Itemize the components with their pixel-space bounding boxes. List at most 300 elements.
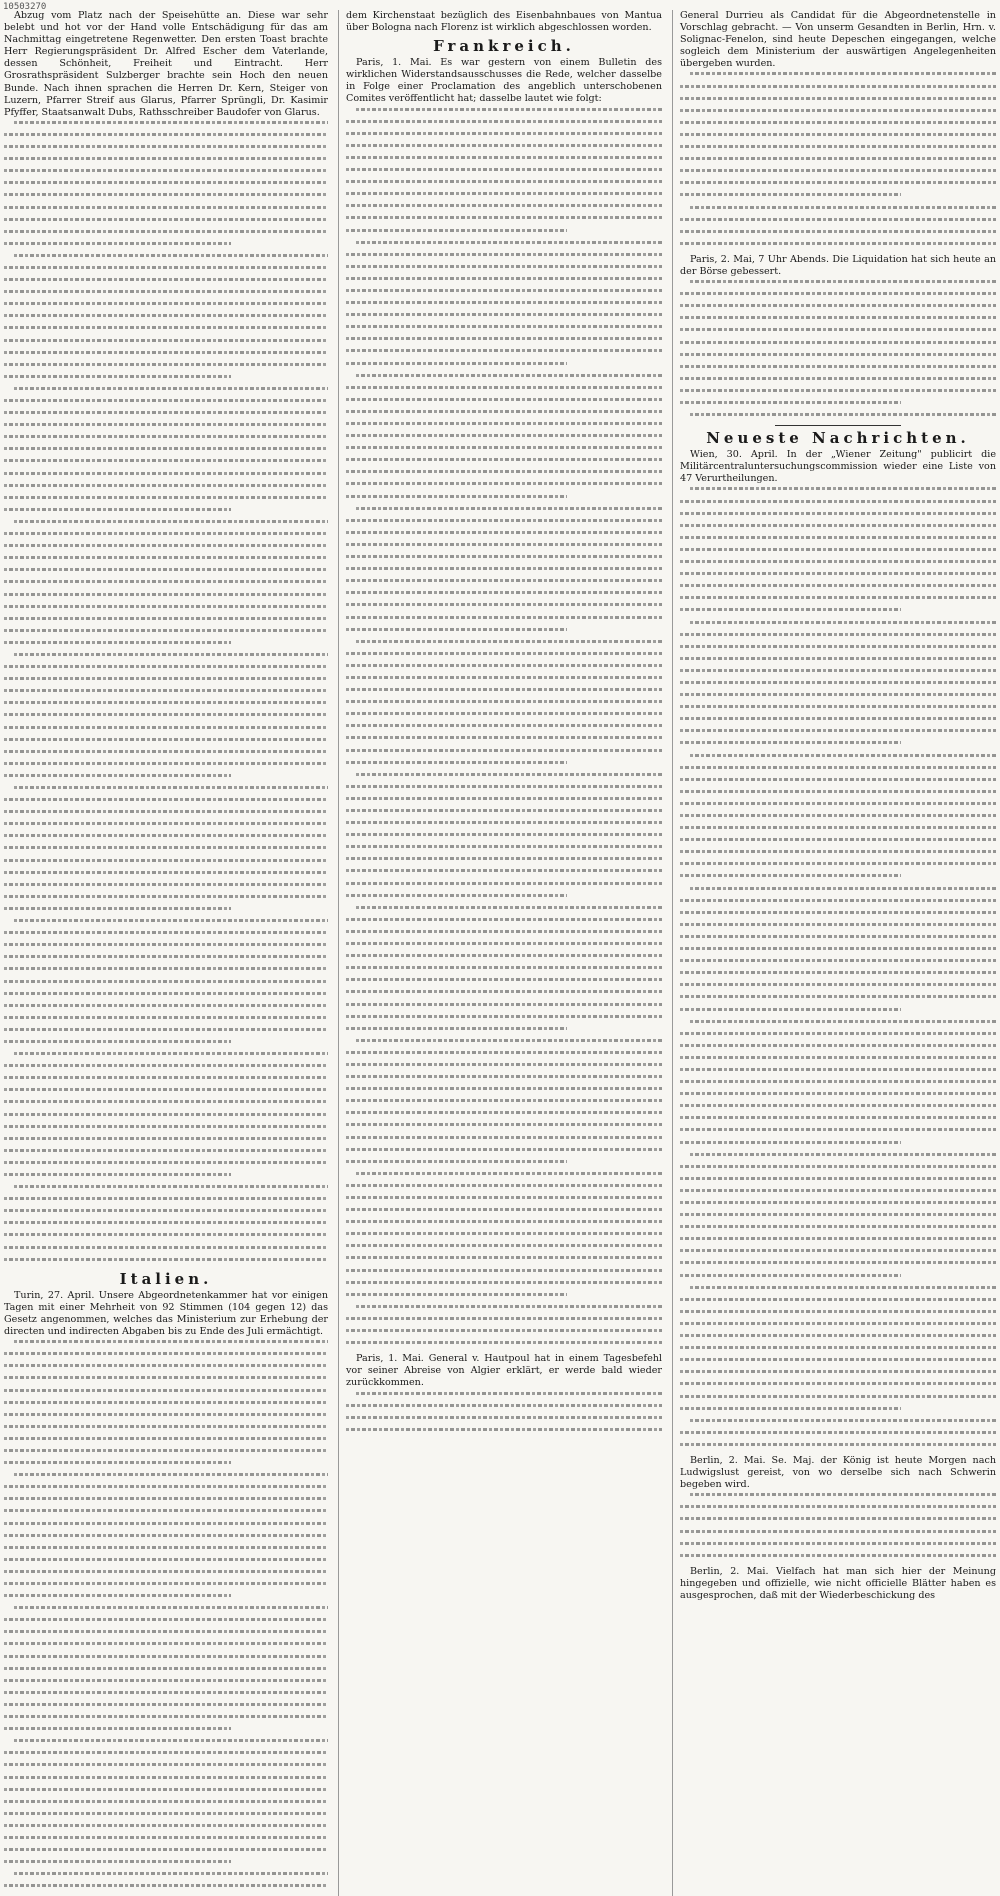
text-line [346,978,662,981]
text-line [680,512,996,515]
text-line [4,1437,328,1440]
text-line [680,766,996,769]
text-line [346,253,662,256]
text-line [346,676,662,679]
text-line [680,1554,996,1557]
article-paragraph: Turin, 27. April. Unsere Abgeordnetenkammer hat vor einigen Tagen mit einer Mehrheit von 92 Stimmen (104 gegen 12) das Gesetz angenommen, welches das Ministerium zur Erhebung der directen und indirecten Abgaben bis zu Ende des Juli ermächtigt. [4,1289,328,1338]
article-paragraph: Paris, 1. Mai. Es war gestern von einem Bulletin des wirklichen Widerstandsausschusses die Rede, welcher dasselbe in Folge einer Proclamation des angeblich unterschobenen Comites veröffentlicht hat; dasselbe lautet wie folgt: [346,57,662,105]
text-line [346,1184,662,1187]
text-line [346,990,662,993]
text-line [680,1334,996,1337]
illegible-text-block [4,1340,328,1887]
text-line [4,459,328,462]
text-line [680,778,996,781]
text-line [4,846,328,849]
text-line [680,983,996,986]
text-line [4,1064,328,1067]
text-line [346,1136,662,1139]
text-line [346,1087,662,1090]
text-line [680,645,996,648]
text-line [4,1655,328,1658]
text-line [346,821,662,824]
text-line [4,133,328,136]
text-line [680,133,996,136]
text-line [14,1340,328,1343]
text-line [346,1123,662,1126]
text-line [4,1667,328,1670]
text-line [680,1395,996,1398]
text-line [4,593,328,596]
text-line [346,337,662,340]
text-line [346,1220,662,1223]
text-line [4,472,328,475]
text-line [4,435,328,438]
text-line [4,1401,328,1404]
text-line [680,536,996,539]
text-line [680,1517,996,1520]
text-line [4,1137,328,1140]
text-line [680,181,996,184]
text-line [4,1800,328,1803]
text-line [346,1293,567,1296]
text-line [346,180,662,183]
text-line [680,109,996,112]
text-line [4,713,328,716]
text-line [680,524,996,527]
text-line [346,446,662,449]
text-line [4,1848,328,1851]
text-line [4,774,231,777]
article-paragraph: Wien, 30. April. In der „Wiener Zeitung" publicirt die Militärcentraluntersuchungscommission wieder eine Liste von 47 Verurtheilungen. [680,449,996,485]
text-line [4,1715,328,1718]
article-paragraph: Berlin, 2. Mai. Vielfach hat man sich hier der Meinung hingegeben und offizielle, wie nicht officielle Blätter haben es ausgesprochen, daß mit der Wiederbeschickung des [680,1565,996,1601]
text-line [4,798,328,801]
text-line [680,1382,996,1385]
text-line [4,726,328,729]
text-line [4,1364,328,1367]
text-line [4,605,328,608]
text-line [4,1884,328,1887]
text-line [4,677,328,680]
text-line [356,1172,662,1175]
text-line [4,1221,328,1224]
text-line [346,845,662,848]
text-line [14,520,328,523]
text-line [680,1116,996,1119]
text-line [680,1358,996,1361]
text-line [680,826,996,829]
text-line [346,265,662,268]
text-line [680,838,996,841]
text-line [346,579,662,582]
text-line [680,341,996,344]
text-line [4,532,328,535]
text-line [346,603,662,606]
text-line [4,1788,328,1791]
text-line [346,555,662,558]
text-line [4,242,231,245]
text-line [680,1249,996,1252]
text-line [4,1558,328,1561]
text-line [680,1370,996,1373]
text-line [346,1051,662,1054]
text-line [4,859,328,862]
text-line [4,943,328,946]
text-line [4,883,328,886]
illegible-text-block [680,1493,996,1556]
text-line [4,1594,231,1597]
text-line [680,1505,996,1508]
text-line [346,458,662,461]
text-line [680,85,996,88]
text-line [4,1812,328,1815]
text-line [4,375,231,378]
text-line [356,374,662,377]
text-line [4,1016,328,1019]
text-line [346,869,662,872]
text-line [4,1088,328,1091]
text-line [4,278,328,281]
illegible-text-block [346,108,662,1345]
text-line [346,204,662,207]
text-line [346,229,567,232]
text-line [4,1497,328,1500]
text-line [680,328,996,331]
text-line [4,1004,328,1007]
text-line [4,1100,328,1103]
text-line [680,1407,901,1410]
text-line [680,705,996,708]
text-line [4,339,328,342]
text-line [680,572,996,575]
text-line [4,1125,328,1128]
text-line [4,411,328,414]
text-line [346,1341,662,1344]
text-line [346,616,662,619]
text-line [4,689,328,692]
illegible-text-block [346,1392,662,1431]
text-line [680,1032,996,1035]
text-line [680,681,996,684]
text-line [4,1149,328,1152]
text-line [4,1173,231,1176]
text-line [4,1860,231,1863]
text-line [4,1691,328,1694]
text-line [680,230,996,233]
text-line [346,833,662,836]
text-line [346,1416,662,1419]
text-line [14,1872,328,1875]
text-line [14,786,328,789]
text-line [346,918,662,921]
text-line [680,911,996,914]
illegible-text-block [4,121,328,1261]
text-line [4,351,328,354]
text-line [4,1546,328,1549]
section-heading: Frankreich. [433,37,575,56]
text-line [346,857,662,860]
column-right [672,10,996,1896]
text-line [4,834,328,837]
text-line [4,496,328,499]
text-line [4,1679,328,1682]
text-line [4,1161,328,1164]
text-line [346,349,662,352]
text-line [4,1522,328,1525]
text-line [4,1570,328,1573]
text-line [346,1404,662,1407]
text-line [680,1542,996,1545]
text-line [680,802,996,805]
text-line [680,1128,996,1131]
text-line [14,254,328,257]
text-line [346,132,662,135]
text-line [346,543,662,546]
text-line [680,790,996,793]
text-line [346,736,662,739]
text-line [4,1824,328,1827]
text-line [4,617,328,620]
text-line [346,1075,662,1078]
text-line [346,954,662,957]
text-line [680,316,996,319]
text-line [346,470,662,473]
text-line [4,1209,328,1212]
text-line [4,1461,231,1464]
text-line [346,1063,662,1066]
text-line [346,809,662,812]
page-id: 10503270 [3,2,47,12]
text-line [4,1642,328,1645]
text-line [4,230,328,233]
text-line [680,193,901,196]
text-line [680,121,996,124]
text-line [680,741,901,744]
text-line [680,1104,996,1107]
section-divider [775,425,901,426]
text-line [4,1113,328,1116]
text-line [680,1080,996,1083]
text-line [346,1148,662,1151]
text-line [346,386,662,389]
text-line [680,218,996,221]
text-line [690,1419,996,1422]
text-line [680,1443,996,1446]
text-line [346,652,662,655]
text-line [346,1329,662,1332]
text-line [680,1298,996,1301]
text-line [356,1305,662,1308]
text-line [680,1201,996,1204]
article-paragraph: Paris, 1. Mai. General v. Hautpoul hat in einem Tagesbefehl vor seiner Abreise von Algier erklärt, er werde bald wieder zurückkommen. [346,1353,662,1389]
text-line [4,1413,328,1416]
text-line [4,314,328,317]
text-line [356,640,662,643]
text-line [14,1473,328,1476]
text-line [4,1425,328,1428]
text-line [690,1020,996,1023]
text-line [14,1185,328,1188]
text-line [346,398,662,401]
text-line [14,919,328,922]
text-line [680,995,996,998]
text-line [4,992,328,995]
text-line [680,304,996,307]
text-line [4,423,328,426]
text-line [4,967,328,970]
text-line [4,302,328,305]
text-line [4,193,328,196]
text-line [356,241,662,244]
text-line [356,108,662,111]
text-line [346,156,662,159]
text-line [346,277,662,280]
text-line [346,797,662,800]
text-line [680,389,996,392]
text-line [4,955,328,958]
text-line [356,507,662,510]
text-line [346,1232,662,1235]
text-line [346,1281,662,1284]
text-line [680,145,996,148]
illegible-text-block [680,72,996,244]
text-line [14,1052,328,1055]
text-line [346,1015,662,1018]
text-line [690,1153,996,1156]
text-line [356,773,662,776]
text-line [680,401,901,404]
text-line [4,399,328,402]
text-line [346,1111,662,1114]
section-heading: Neueste Nachrichten. [706,429,970,448]
text-line [346,591,662,594]
text-line [346,1099,662,1102]
text-line [680,97,996,100]
text-line [680,971,996,974]
article-paragraph: Abzug vom Platz nach der Speisehütte an. Diese war sehr belebt und hot vor der Hand volle Entschädigung für das am Nachmittag eingetretene Regenwetter. Den ersten Toast brachte Herr Regierungspräsident Dr. Alfred Escher dem Vaterlande, dessen Schönheit, Freiheit und Eintracht. Herr Grosrathspräsident Sulzberger brachte sein Hoch den neuen Bunde. Nach ihnen sprachen die Herren Dr. Kern, Steiger von Luzern, Pfarrer Streif aus Glarus, Pfarrer Sprüngli, Dr. Kasimir Pfyffer, Staatsanwalt Dubs, Rathsschreiber Baudofer von Glarus. [4,10,328,118]
text-line [680,633,996,636]
text-line [4,145,328,148]
text-line [680,1274,901,1277]
text-line [680,242,996,245]
text-line [680,1431,996,1434]
text-line [680,1225,996,1228]
text-line [4,206,328,209]
article-paragraph: dem Kirchenstaat bezüglich des Eisenbahnbaues von Mantua über Bologna nach Florenz ist wirklich abgeschlossen worden. [346,10,662,34]
text-line [346,761,567,764]
text-line [4,326,328,329]
text-line [346,168,662,171]
text-line [346,289,662,292]
text-line [680,657,996,660]
text-line [356,1039,662,1042]
text-line [680,1165,996,1168]
text-line [4,218,328,221]
text-line [680,1213,996,1216]
text-line [4,1076,328,1079]
text-line [680,608,901,611]
text-line [4,810,328,813]
text-line [4,907,231,910]
text-line [346,894,567,897]
text-line [690,487,996,490]
column-middle [338,10,662,1896]
text-line [680,874,901,877]
text-line [4,1509,328,1512]
text-line [346,313,662,316]
text-line [690,621,996,624]
text-line [346,519,662,522]
text-line [680,365,996,368]
text-line [4,580,328,583]
text-line [4,1258,328,1261]
text-line [14,653,328,656]
section-heading: Italien. [119,1269,213,1288]
text-line [690,1286,996,1289]
text-line [4,980,328,983]
text-line [680,850,996,853]
text-line [4,1028,328,1031]
text-line [680,500,996,503]
text-line [346,120,662,123]
text-line [4,629,328,632]
text-line [346,301,662,304]
text-line [680,669,996,672]
text-line [680,584,996,587]
text-line [346,362,567,365]
text-line [346,531,662,534]
illegible-text-block [680,280,996,416]
text-line [346,482,662,485]
text-line [680,1177,996,1180]
text-line [356,1392,662,1395]
text-line [346,325,662,328]
text-line [680,717,996,720]
column-left [4,10,328,1896]
text-line [680,959,996,962]
text-line [690,754,996,757]
text-line [14,1606,328,1609]
text-line [346,1256,662,1259]
text-line [14,1739,328,1742]
text-line [680,947,996,950]
text-line [346,1003,662,1006]
text-line [680,353,996,356]
text-line [346,930,662,933]
text-line [680,693,996,696]
text-line [346,749,662,752]
text-line [4,701,328,704]
text-line [4,1776,328,1779]
text-line [680,596,996,599]
text-line [14,387,328,390]
text-line [346,1428,662,1431]
text-line [680,157,996,160]
text-line [680,1261,996,1264]
text-line [690,413,996,416]
text-line [4,665,328,668]
text-line [14,121,328,124]
text-line [4,871,328,874]
text-line [346,410,662,413]
text-line [680,814,996,817]
text-line [4,568,328,571]
text-line [4,1727,231,1730]
text-line [680,1346,996,1349]
text-line [680,1068,996,1071]
text-line [4,762,328,765]
text-line [346,1208,662,1211]
